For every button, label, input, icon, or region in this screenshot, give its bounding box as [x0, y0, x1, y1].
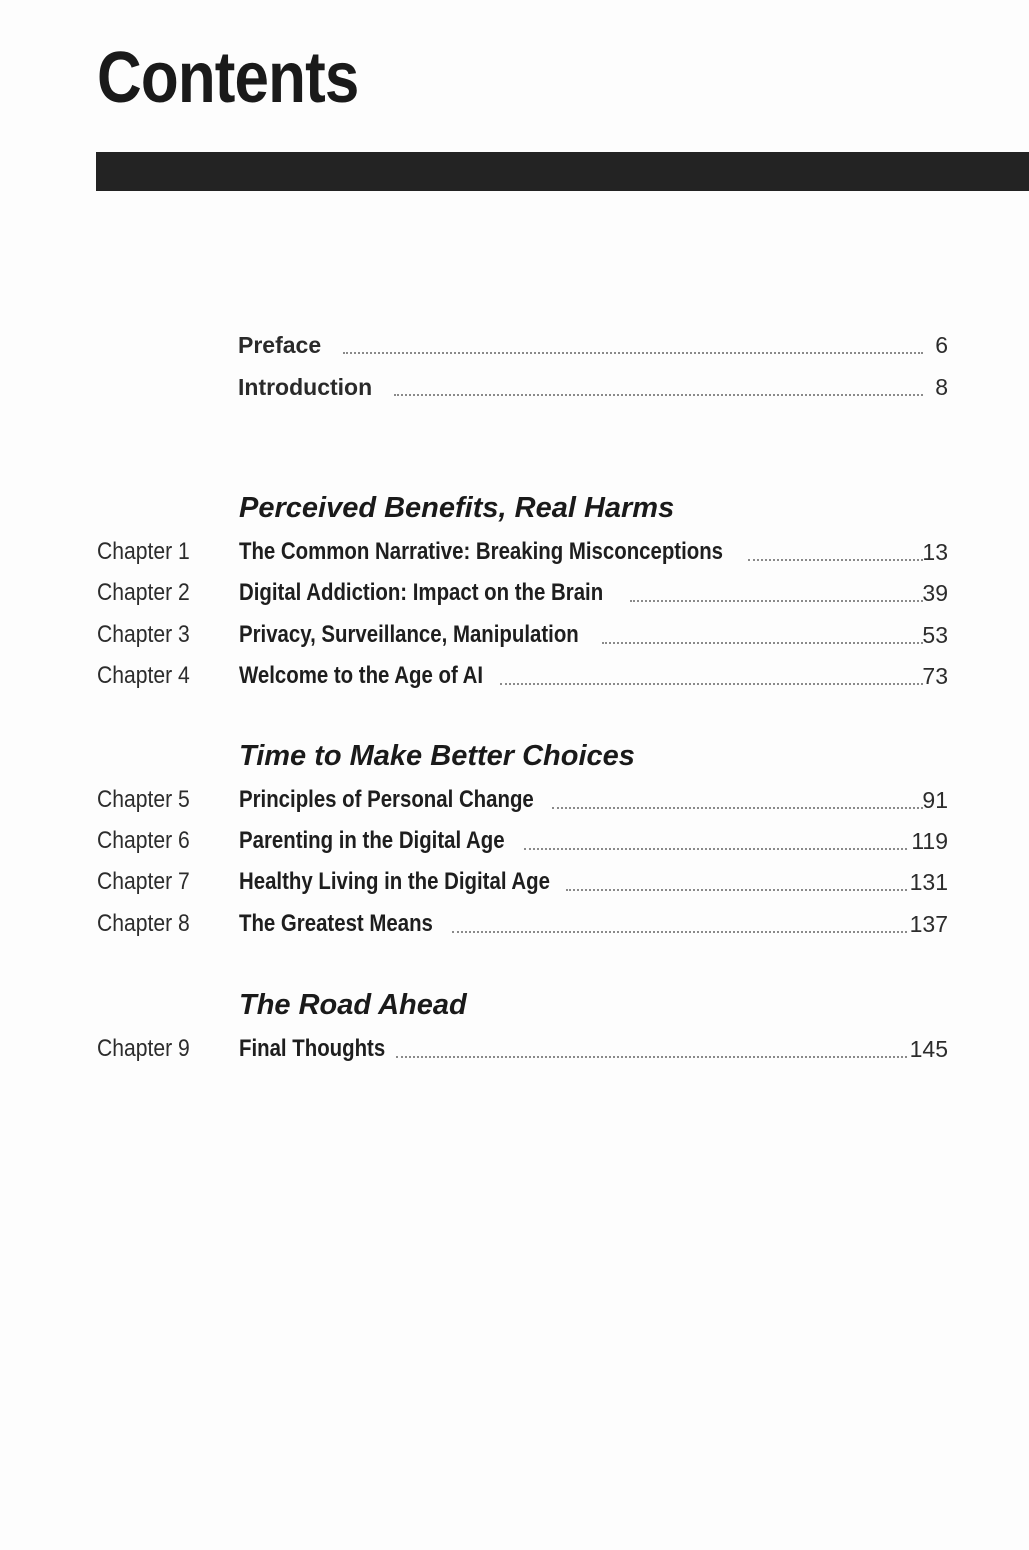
dot-leader — [396, 1056, 907, 1058]
entry-title: Final Thoughts — [239, 1035, 386, 1062]
dot-leader — [630, 600, 923, 602]
dot-leader — [500, 683, 923, 685]
toc-entry-chapter-8[interactable] — [0, 907, 1029, 941]
toc-entry-chapter-4[interactable] — [0, 659, 1029, 693]
page-number: 6 — [935, 332, 948, 358]
toc-entry-chapter-5[interactable] — [0, 783, 1029, 817]
chapter-label: Chapter 5 — [97, 786, 190, 813]
chapter-label: Chapter 4 — [97, 662, 190, 689]
chapter-label: Chapter 7 — [97, 868, 190, 895]
toc-entry-chapter-2[interactable] — [0, 576, 1029, 610]
entry-title: The Common Narrative: Breaking Misconceptions — [239, 538, 724, 565]
part-title: The Road Ahead — [239, 989, 467, 1021]
page-number: 39 — [922, 580, 948, 606]
toc-entry-preface[interactable] — [0, 328, 1029, 362]
page-number: 91 — [922, 787, 948, 813]
page-number: 73 — [922, 663, 948, 689]
toc-entry-chapter-6[interactable] — [0, 824, 1029, 858]
toc-entry-introduction[interactable] — [0, 370, 1029, 404]
chapter-label: Chapter 9 — [97, 1035, 190, 1062]
entry-title: Principles of Personal Change — [239, 786, 534, 813]
dot-leader — [748, 559, 923, 561]
part-title: Perceived Benefits, Real Harms — [239, 492, 675, 524]
page-number: 13 — [922, 539, 948, 565]
chapter-label: Chapter 2 — [97, 579, 190, 606]
dot-leader — [452, 931, 907, 933]
chapter-label: Chapter 3 — [97, 621, 190, 648]
dot-leader — [602, 642, 923, 644]
entry-title: Privacy, Surveillance, Manipulation — [239, 621, 579, 648]
entry-title: Welcome to the Age of AI — [239, 662, 484, 689]
dot-leader — [524, 848, 907, 850]
entry-title: Introduction — [238, 370, 382, 404]
toc-entry-chapter-3[interactable] — [0, 618, 1029, 652]
page-number: 145 — [909, 1036, 948, 1062]
entry-title: Preface — [238, 328, 331, 362]
part-title: Time to Make Better Choices — [239, 740, 635, 772]
entry-title: Digital Addiction: Impact on the Brain — [239, 579, 604, 606]
page-number: 8 — [935, 374, 948, 400]
entry-title: Healthy Living in the Digital Age — [239, 868, 550, 895]
toc-entry-chapter-7[interactable] — [0, 865, 1029, 899]
chapter-label: Chapter 1 — [97, 538, 190, 565]
toc-entry-chapter-1[interactable] — [0, 535, 1029, 569]
toc-entry-chapter-9[interactable] — [0, 1032, 1029, 1066]
dot-leader — [552, 807, 923, 809]
dot-leader — [394, 394, 923, 396]
page-number: 137 — [909, 911, 948, 937]
title-rule-bar — [96, 152, 1029, 191]
chapter-label: Chapter 8 — [97, 910, 190, 937]
chapter-label: Chapter 6 — [97, 827, 190, 854]
dot-leader — [566, 889, 907, 891]
entry-title: The Greatest Means — [239, 910, 433, 937]
page-title: Contents — [97, 38, 359, 118]
entry-title: Parenting in the Digital Age — [239, 827, 505, 854]
dot-leader — [343, 352, 923, 354]
page-number: 53 — [922, 622, 948, 648]
page-number: 119 — [911, 828, 948, 854]
page-number: 131 — [909, 869, 948, 895]
